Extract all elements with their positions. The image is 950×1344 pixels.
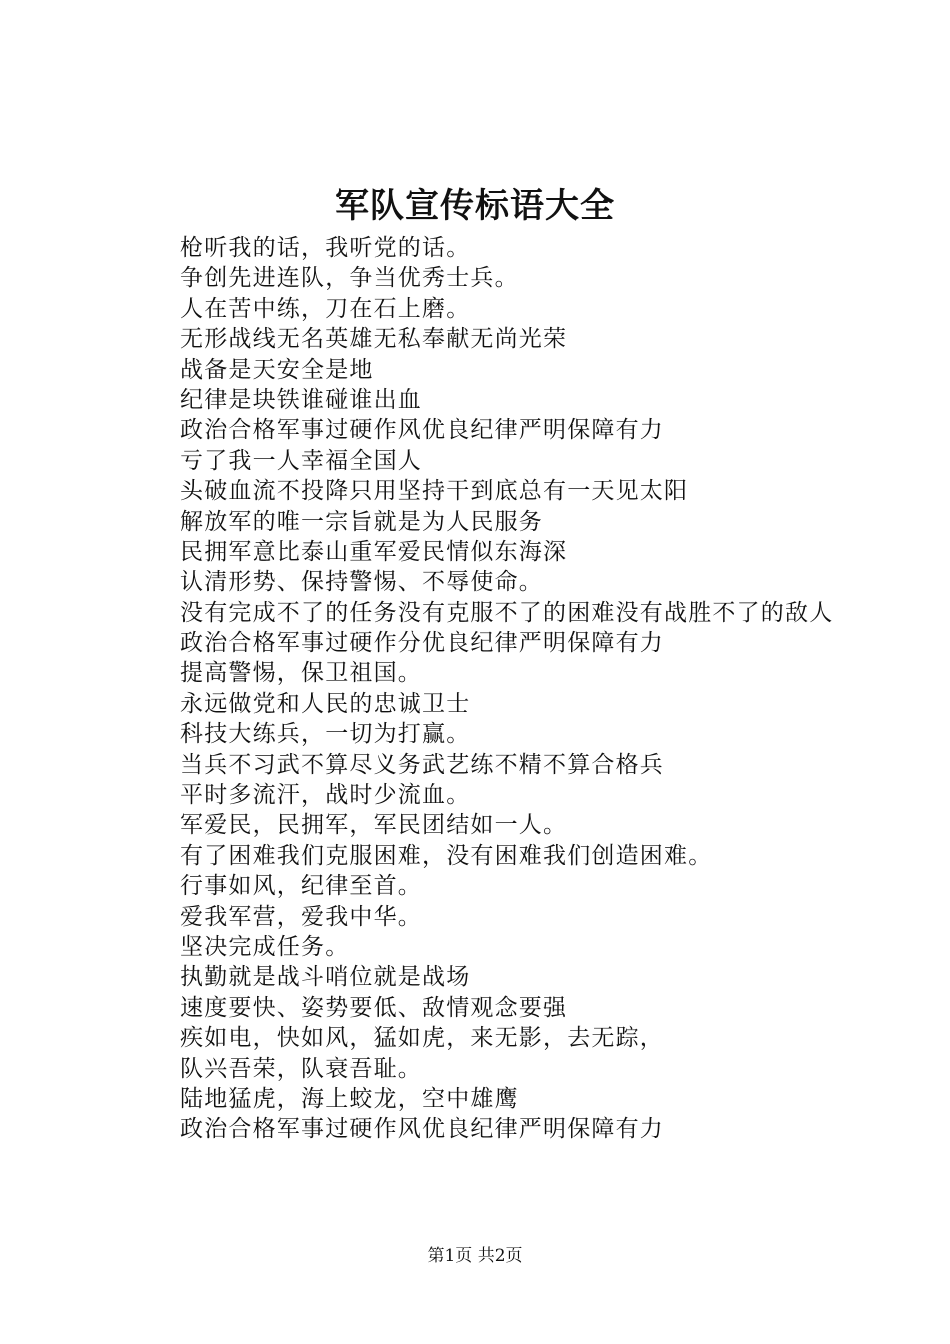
- slogan-line: 疾如电，快如风，猛如虎，来无影，去无踪，: [180, 1025, 664, 1052]
- slogan-line: 平时多流汗，战时少流血。: [180, 782, 471, 809]
- slogan-line: 政治合格军事过硬作风优良纪律严明保障有力: [180, 417, 664, 444]
- slogan-line: 头破血流不投降只用坚持干到底总有一天见太阳: [180, 478, 689, 505]
- slogan-line: 政治合格军事过硬作分优良纪律严明保障有力: [180, 630, 664, 657]
- slogan-line: 永远做党和人民的忠诚卫士: [180, 690, 471, 717]
- document-title: 军队宣传标语大全: [335, 186, 615, 226]
- slogan-line: 认清形势、保持警惕、不辱使命。: [180, 569, 543, 596]
- slogan-line: 当兵不习武不算尽义务武艺练不精不算合格兵: [180, 751, 664, 778]
- slogan-line: 队兴吾荣，队衰吾耻。: [180, 1055, 422, 1082]
- document-body: [130, 233, 842, 1145]
- slogan-line: 爱我军营，爱我中华。: [180, 903, 422, 930]
- slogan-line: 无形战线无名英雄无私奉献无尚光荣: [180, 326, 568, 353]
- slogan-line: 执勤就是战斗哨位就是战场: [180, 964, 471, 991]
- slogan-line: 军爱民，民拥军，军民团结如一人。: [180, 812, 568, 839]
- slogan-line: 政治合格军事过硬作风优良纪律严明保障有力: [180, 1116, 664, 1143]
- page-number-footer: 第1页 共2页: [427, 1246, 523, 1266]
- slogan-line: 纪律是块铁谁碰谁出血: [180, 386, 422, 413]
- slogan-line: 亏了我一人幸福全国人: [180, 447, 422, 474]
- slogan-line: 科技大练兵，一切为打赢。: [180, 721, 471, 748]
- slogan-line: 民拥军意比泰山重军爱民情似东海深: [180, 538, 568, 565]
- slogan-line: 行事如风，纪律至首。: [180, 873, 422, 900]
- slogan-line: 提高警惕，保卫祖国。: [180, 660, 422, 687]
- slogan-line: 解放军的唯一宗旨就是为人民服务: [180, 508, 543, 535]
- slogan-line: 战备是天安全是地: [180, 356, 374, 383]
- slogan-line: 有了困难我们克服困难，没有困难我们创造困难。: [180, 842, 713, 869]
- slogan-line: 没有完成不了的任务没有克服不了的困难没有战胜不了的敌人: [180, 599, 834, 626]
- slogan-line: 人在苦中练，刀在石上磨。: [180, 295, 471, 322]
- slogan-line: 枪听我的话，我听党的话。: [180, 235, 471, 261]
- slogan-line: 陆地猛虎，海上蛟龙，空中雄鹰: [180, 1085, 519, 1112]
- slogan-line: 速度要快、姿势要低、敌情观念要强: [180, 994, 568, 1021]
- slogan-line: 争创先进连队，争当优秀士兵。: [180, 265, 519, 292]
- slogan-line: 坚决完成任务。: [180, 934, 350, 960]
